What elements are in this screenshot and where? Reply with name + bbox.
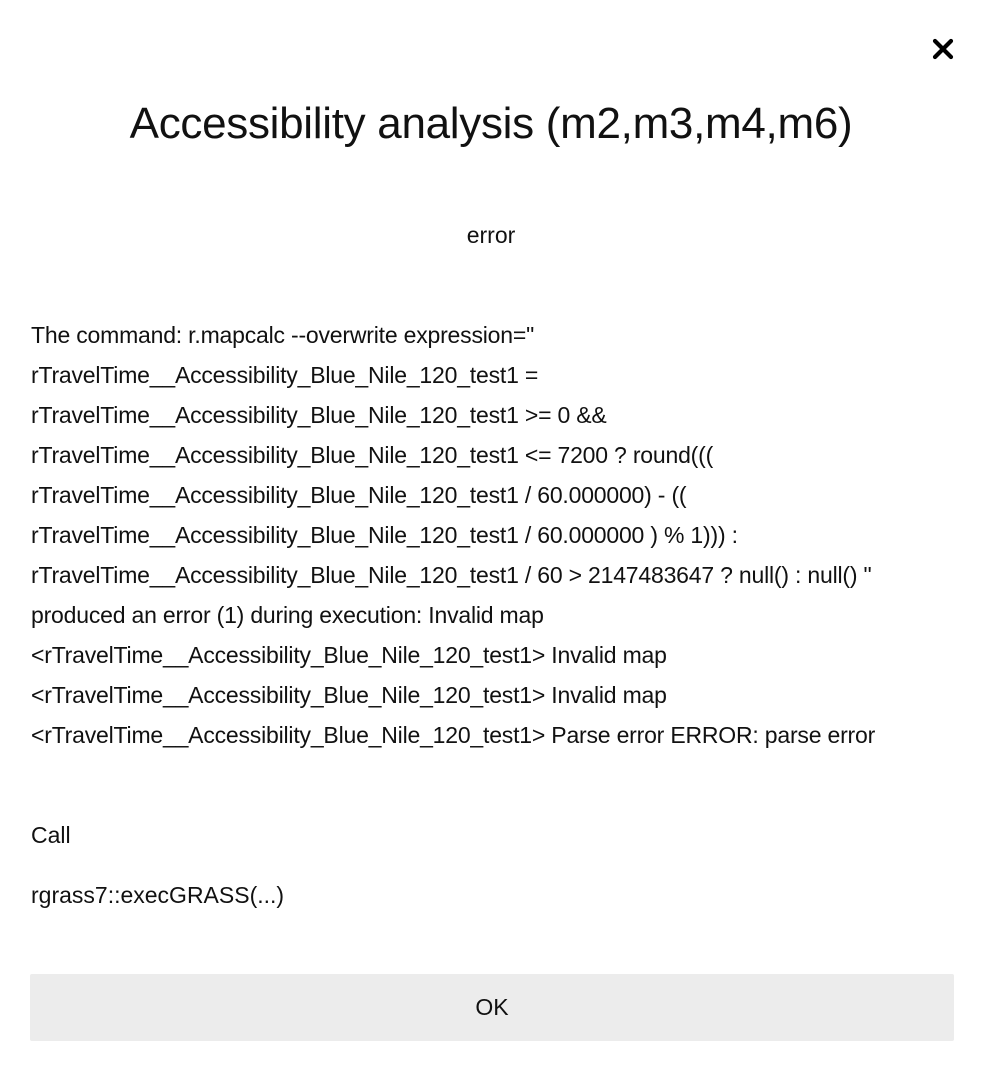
dialog-title: Accessibility analysis (m2,m3,m4,m6) bbox=[129, 99, 853, 148]
error-message: The command: r.mapcalc --overwrite expression=" rTravelTime__Accessibility_Blue_Nile_120_test1 = rTravelTime__Accessibility_Blue_Nile_120_test1 >= 0 && rTravelTime__Accessibility_Blue_Nile_120_test1 <= 7200 ? round((( rTravelTime__Accessibility_Blue_Nile_120_test1 / 60.000000) - (( rTravelTime__Accessibility_Blue_Nile_120_test1 / 60.000000 ) % 1))) : rTravelTime__Accessibility_Blue_Nile_120_test1 / 60 > 2147483647 ? null() : null() " produced an error (1) during execution: Invalid map <rTravelTime__Accessibility_Blue_Nile_120_test1> Invalid map <rTravelTime__Accessibility_Blue_Nile_120_test1> Invalid map <rTravelTime__Accessibility_Blue_Nile_120_test1> Parse error ERROR: parse error bbox=[31, 322, 876, 748]
call-value: rgrass7::execGRASS(...) bbox=[31, 882, 285, 908]
status-text: error bbox=[466, 222, 516, 248]
call-label: Call bbox=[31, 822, 71, 848]
close-button[interactable] bbox=[924, 30, 962, 68]
ok-button[interactable]: OK bbox=[30, 974, 954, 1041]
close-icon[interactable] bbox=[932, 38, 954, 60]
